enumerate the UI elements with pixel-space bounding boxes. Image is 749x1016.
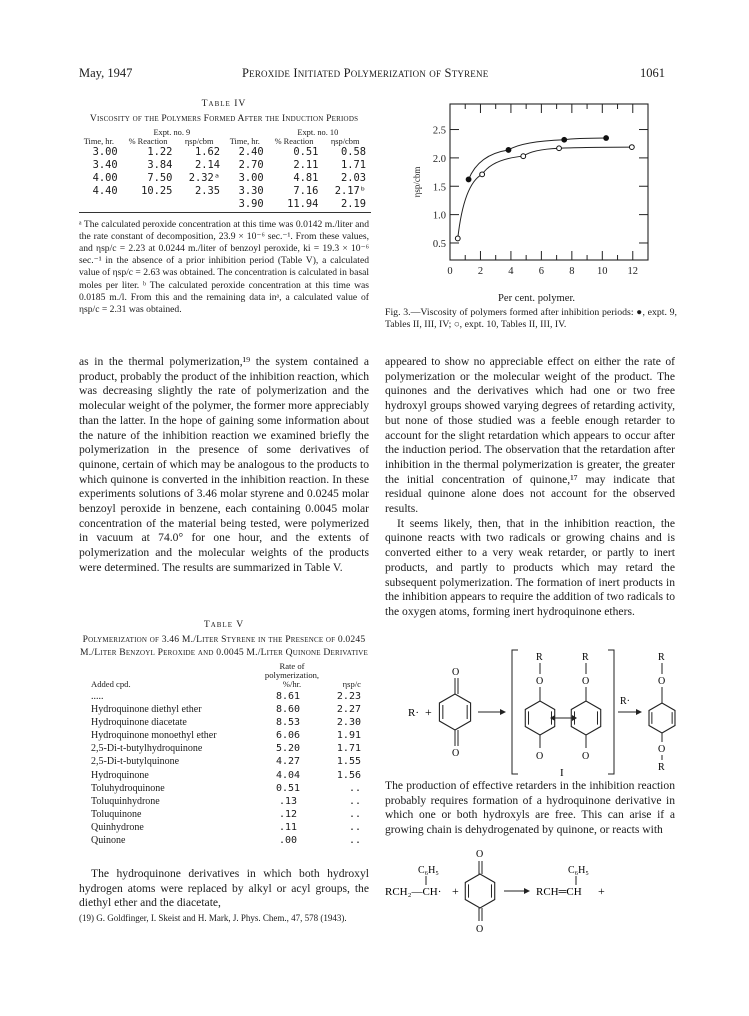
table-cell: 2.17ᵇ <box>334 185 366 198</box>
data-point-expt-10 <box>455 236 460 241</box>
r-group-label: R <box>658 762 665 773</box>
data-point-expt-10 <box>480 172 485 177</box>
table-cell: 4.00 <box>92 171 118 184</box>
table-row <box>77 159 369 172</box>
table-cell: 7.16 <box>293 185 319 198</box>
table-cell <box>77 198 121 211</box>
table-cell: ..... <box>91 691 104 702</box>
plot-frame <box>450 104 648 260</box>
col-header: Time, hr. <box>83 136 114 146</box>
r-group-label: R <box>536 652 543 663</box>
table-row <box>87 769 369 782</box>
table-cell: 10.25 <box>141 185 173 198</box>
table-row <box>87 795 369 808</box>
table-cell: 4.81 <box>293 171 319 184</box>
r-group-label: R <box>582 652 589 663</box>
table-cell: .13 <box>278 795 298 807</box>
table-cell: .11 <box>278 821 298 833</box>
table-cell: 3.00 <box>92 145 118 158</box>
data-point-expt-10 <box>521 154 526 159</box>
arrow-head <box>524 888 530 894</box>
table-row <box>87 742 369 755</box>
table-cell: 8.61 <box>275 691 301 702</box>
expt-9-header: Expt. no. 9 <box>153 127 191 137</box>
table-cell: .. <box>348 808 361 820</box>
series-line <box>458 147 632 238</box>
col-header: Added cpd. <box>91 679 131 689</box>
table-v-label: Table V <box>203 619 245 630</box>
x-tick-label: 4 <box>508 266 514 277</box>
plus-sign: + <box>425 705 432 719</box>
table-cell: Quinone <box>91 835 126 847</box>
table-cell: 2.19 <box>340 198 366 211</box>
x-tick-label: 8 <box>569 266 575 277</box>
table-row <box>87 821 369 834</box>
table-row <box>87 834 369 847</box>
data-point-expt-9 <box>604 136 609 141</box>
table-cell: Toluquinhydrone <box>91 795 160 807</box>
oxygen-label: O <box>476 924 484 935</box>
oxygen-label: O <box>452 748 460 759</box>
left-bracket <box>512 650 518 774</box>
col-header: Rate of polymerization, %/hr. <box>264 661 320 689</box>
table-iv-grid <box>77 128 369 212</box>
table-cell: 3.90 <box>238 198 264 211</box>
table-row <box>87 690 369 703</box>
table-cell: Hydroquinone monoethyl ether <box>91 730 217 742</box>
table-cell: 2.11 <box>293 158 319 171</box>
table-cell: 3.84 <box>147 158 173 171</box>
table-cell: Hydroquinone diethyl ether <box>91 704 202 716</box>
data-point-expt-10 <box>557 146 562 151</box>
table-cell: 0.51 <box>275 782 301 794</box>
table-cell: 3.00 <box>238 171 264 184</box>
table-cell: Hydroquinone diacetate <box>91 717 187 729</box>
table-cell: 2,5-Di-t-butylquinone <box>91 756 180 768</box>
table-cell: 11.94 <box>287 198 319 211</box>
col-header: ηsp/cbm <box>184 136 214 146</box>
x-tick-label: 0 <box>447 266 453 277</box>
right-body-text <box>385 355 675 620</box>
col-header: % Reaction <box>274 136 314 146</box>
expt-10-header: Expt. no. 10 <box>297 127 339 137</box>
data-point-expt-9 <box>562 137 567 142</box>
y-tick-label: 2.5 <box>432 125 446 137</box>
table-cell: 2.23 <box>336 691 361 702</box>
table-cell: 2.70 <box>238 158 264 171</box>
phenyl-label: C₆H₅ <box>418 865 439 876</box>
table-cell <box>175 198 223 211</box>
oxygen-label: O <box>582 751 590 762</box>
table-iv-title: Viscosity of the Polymers Formed After the Induction Periods <box>89 113 359 124</box>
table-cell: 2.32ᵃ <box>188 171 220 184</box>
table-cell: 3.40 <box>92 158 118 171</box>
right-bracket <box>608 650 614 774</box>
x-axis-label: Per cent. polymer. <box>498 293 576 304</box>
arrow-head <box>500 709 506 715</box>
table-iv-footnote: ᵃ The calculated peroxide concentration at this time was 0.0142 m./liter and the rate constant of decomposition, 23.9 × 10⁻⁶ sec.⁻¹. From these values, and ηsp/c = 2.23 at 0.0244 m./liter of benzoyl peroxide, ki = 19.3 × 10⁻⁶ sec.⁻¹ in the absence of a prior inhibition period (Table V), a calculated value of ηsp/c = 2.63 was obtained. The concentration is calculated in basal moles per liter. ᵇ The calculated peroxide concentration at this time was 0.0185 m./l. From this and the remaining data inᵃ, a calculated value of ηsp/c = 2.31 was obtained. <box>79 218 369 315</box>
table-cell: 2.27 <box>336 704 361 716</box>
left-bottom-text: The hydroquinone derivatives in which both hydroxyl hydrogen atoms were replaced by alkyl or acyl groups, the diethyl ether and the diacetate, <box>79 867 369 910</box>
product-label: RCH═CH <box>536 886 582 898</box>
figure-caption: Fig. 3.—Viscosity of polymers formed after inhibition periods: ●, expt. 9, Tables II, III, IV; ○, expt. 10, Tables II, III, IV. <box>385 307 677 331</box>
table-row <box>87 782 369 795</box>
table-cell: .. <box>348 795 361 807</box>
table-cell: .00 <box>278 835 298 847</box>
table-cell: 6.06 <box>275 730 301 742</box>
table-row <box>87 729 369 742</box>
col-header: ηsp/c <box>342 679 361 689</box>
table-cell: 1.91 <box>336 730 361 742</box>
paragraph: appeared to show no appreciable effect on either the rate of polymerization or the molecular weight of the product. The quinones and the derivatives which had one or two free hydroxyl groups showed varying degrees of retarding activity, but none of those studied was a feeble enough retarder to account for the slight retardation which appears to occur after the induction period. The observation that the retardation after inhibition in the thermal polymerization is greater, the greater the initial concentration of quinone,¹⁷ may indicate that residual quinone alone does not account for the observed results. <box>385 355 675 516</box>
y-tick-label: 0.5 <box>432 238 446 250</box>
table-v <box>79 619 369 847</box>
data-point-expt-9 <box>466 177 471 182</box>
table-row <box>77 198 369 211</box>
y-tick-label: 2.0 <box>432 153 446 165</box>
reference-footnote: (19) G. Goldfinger, I. Skeist and H. Mark, J. Phys. Chem., 47, 578 (1943). <box>79 913 347 923</box>
radical-label: R· <box>620 696 630 707</box>
series-line <box>469 138 607 179</box>
y-tick-label: 1.0 <box>432 210 446 222</box>
col-header: % Reaction <box>128 136 168 146</box>
oxygen-label: O <box>536 751 544 762</box>
plus-sign: + <box>598 884 605 898</box>
table-cell: .. <box>348 782 361 794</box>
table-cell: 1.55 <box>336 756 361 768</box>
reaction-scheme-hydroquinone-ether <box>380 646 680 778</box>
table-row <box>77 172 369 185</box>
col-header: ηsp/cbm <box>330 136 360 146</box>
table-row <box>77 185 369 198</box>
page-number: 1061 <box>640 66 665 80</box>
x-tick-label: 12 <box>627 266 639 277</box>
arrow-head <box>636 709 642 715</box>
table-cell: 1.71 <box>340 158 366 171</box>
table-cell <box>121 198 176 211</box>
y-axis-label: ηsp/cbm <box>412 166 422 198</box>
oxygen-label: O <box>658 744 666 755</box>
table-cell: 7.50 <box>147 171 173 184</box>
table-row <box>87 716 369 729</box>
r-group-label: R <box>658 652 665 663</box>
x-tick-label: 10 <box>597 266 608 277</box>
left-body-text <box>79 355 369 576</box>
data-point-expt-10 <box>629 145 634 150</box>
benzene-ring <box>465 874 494 908</box>
table-iv <box>79 98 369 316</box>
table-cell: 1.71 <box>336 743 361 755</box>
x-tick-label: 6 <box>538 266 545 277</box>
radical-label: R· <box>408 707 419 719</box>
table-cell: .12 <box>278 808 298 820</box>
plus-sign: + <box>452 884 459 898</box>
table-v-title: Polymerization of 3.46 M./Liter Styrene in the Presence of 0.0245 M./Liter Benzoyl Peroxide and 0.0045 M./Liter Quinone Derivative <box>80 634 368 658</box>
table-cell: 1.56 <box>336 769 361 781</box>
benzene-ring <box>649 703 675 733</box>
table-cell: 8.60 <box>275 704 301 716</box>
table-v-grid <box>87 661 369 847</box>
table-cell: 2,5-Di-t-butylhydroquinone <box>91 743 203 755</box>
table-cell: .. <box>348 821 361 833</box>
table-cell: 3.30 <box>238 185 264 198</box>
table-cell: 2.14 <box>194 158 220 171</box>
table-cell: 5.20 <box>275 743 301 755</box>
running-header-date: May, 1947 <box>79 66 133 80</box>
arrow-head <box>550 715 555 721</box>
table-row <box>77 146 369 159</box>
oxygen-label: O <box>452 667 460 678</box>
table-cell: 1.62 <box>194 145 220 158</box>
table-cell: 4.04 <box>275 769 301 781</box>
table-cell: Toluhydroquinone <box>91 782 165 794</box>
paragraph: as in the thermal polymerization,¹⁹ the system contained a product, probably the product of the inhibition reaction, which was decreasing slightly the rate of polymerization and the molecular weight of the polymer, the former more appreciably than the latter. In the hope of gaining some information about the nature of the inhibition reaction we examined briefly the polymerization in the presence of some derivatives of quinone, certain of which may be analogous to the products to which quinone is converted in the inhibition reaction. In these experiments solutions of 3.46 molar styrene and 0.0245 molar benzoyl peroxide in benzene, each containing 0.0045 molar concentration of the material being tested, were polymerized in vacuum at 74.0° for one hour, and the extents of polymerization and the molecular weights of the products were determined. The results are summarized in Table V. <box>79 355 369 574</box>
benzene-ring <box>439 694 470 730</box>
reactant-label: RCH₂—CH· <box>385 886 442 898</box>
table-row <box>87 703 369 716</box>
table-cell: 2.30 <box>336 717 361 729</box>
table-cell: 8.53 <box>275 717 301 729</box>
table-cell: 0.58 <box>340 145 366 158</box>
x-tick-label: 2 <box>477 266 484 277</box>
table-row <box>87 755 369 768</box>
oxygen-label: O <box>658 676 666 687</box>
oxygen-label: O <box>536 676 544 687</box>
table-cell: 4.40 <box>92 185 118 198</box>
table-cell: .. <box>348 835 361 847</box>
table-cell: 1.22 <box>147 145 173 158</box>
data-point-expt-9 <box>506 148 511 153</box>
structure-label: I <box>560 767 564 778</box>
col-header: Time, hr. <box>229 136 260 146</box>
table-iv-label: Table IV <box>201 98 247 109</box>
table-cell: 4.27 <box>275 756 301 768</box>
table-cell: 0.51 <box>293 145 319 158</box>
phenyl-label: C₆H₅ <box>568 865 589 876</box>
running-header-title: Peroxide Initiated Polymerization of Styrene <box>242 66 489 80</box>
table-row <box>87 808 369 821</box>
right-bottom-text: The production of effective retarders in the inhibition reaction probably requires formation of a hydroquinone derivative in which one or both hydroxyls are free. This can arise if a growing chain is dehydrogenated by quinone, or reacts with <box>385 779 675 837</box>
table-cell: Toluquinone <box>91 808 142 820</box>
table-cell: 2.35 <box>194 185 220 198</box>
table-cell: Hydroquinone <box>91 769 149 781</box>
oxygen-label: O <box>476 849 484 860</box>
figure-3-chart <box>380 90 670 320</box>
table-cell: 2.03 <box>340 171 366 184</box>
table-cell: Quinhydrone <box>91 821 144 833</box>
table-cell: 2.40 <box>238 145 264 158</box>
y-tick-label: 1.5 <box>432 182 446 194</box>
paragraph: It seems likely, then, that in the inhibition reaction, the quinone reacts with two radicals or growing chains and is converted either to a very weak retarder, or partly to inert products, and partly to products which may retard the subsequent polymerization. The formation of inert products in the inhibition appears to require the addition of two radicals to the oxygen atoms, forming inert hydroquinone ethers. <box>385 516 675 618</box>
oxygen-label: O <box>582 676 590 687</box>
reaction-scheme-dehydrogenation <box>380 845 680 940</box>
